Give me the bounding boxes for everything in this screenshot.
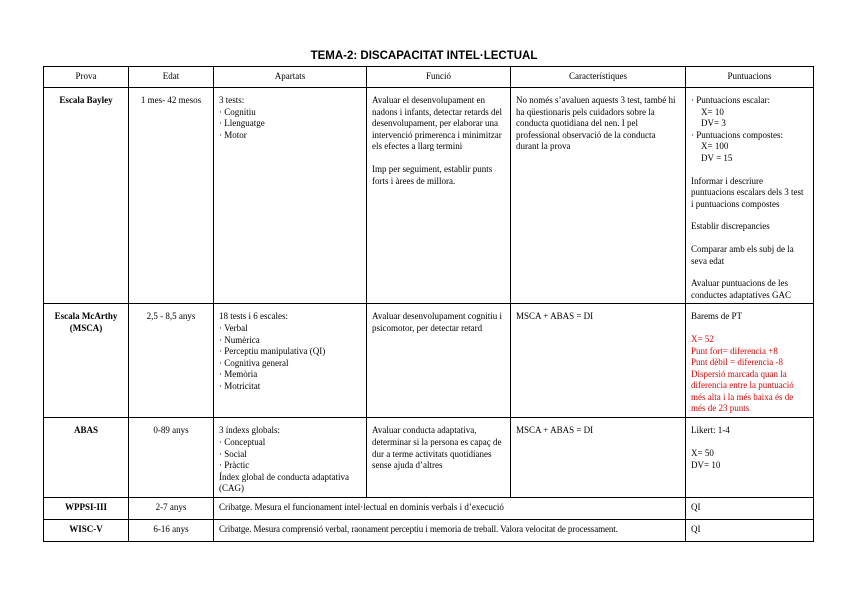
- puntuacio-item: X= 10: [701, 106, 724, 117]
- header-apartats: Apartats: [214, 67, 367, 88]
- caracteristiques-cell: MSCA + ABAS = DI: [511, 304, 686, 418]
- puntuacio-item: DV = 15: [701, 152, 733, 163]
- apartat-item: · Llenguatge: [219, 118, 265, 129]
- apartat-item: · Verbal: [219, 322, 248, 333]
- apartat-item: 3 índexs globals:: [219, 425, 280, 436]
- page-title: TEMA-2: DISCAPACITAT INTEL·LECTUAL: [310, 50, 538, 62]
- apartat-item: Índex global de conducta adaptativa (CAG): [219, 471, 349, 494]
- prova-cell: Escala McArthy (MSCA): [44, 304, 129, 418]
- table-row: [44, 88, 814, 304]
- prova-cell: WPPSI-III: [44, 498, 129, 520]
- apartat-item: · Numèrica: [219, 334, 260, 345]
- table-row: [44, 418, 814, 498]
- puntuacions-cell: [686, 418, 814, 498]
- caracteristiques-cell: No només s’avaluen aquests 3 test, també hi ha qüestionaris pels cuidadors sobre la conducta quotidiana del nen. I pel professional observació de la conducta durant la prova: [511, 88, 686, 304]
- table-row: [44, 498, 814, 520]
- puntuacio-item: · Puntuacions compostes:: [691, 129, 783, 140]
- apartat-item: · Conceptual: [219, 436, 266, 447]
- apartat-item: 3 tests:: [219, 95, 245, 105]
- funcio-cell: Avaluar conducta adaptativa, determinar si la persona es capaç de dur a terme activitats quotidianes sense ajuda d’altres: [367, 418, 511, 498]
- puntuacions-cell: [686, 304, 814, 418]
- puntuacions-cell: QI: [686, 520, 814, 542]
- table-row: [44, 304, 814, 418]
- puntuacio-item: DV= 10: [691, 459, 721, 470]
- prova-cell: Escala Bayley: [44, 88, 129, 304]
- puntuacio-item: Comparar amb els subj de la seva edat: [691, 243, 794, 266]
- prova-cell: WISC-V: [44, 520, 129, 542]
- prova-cell: ABAS: [44, 418, 129, 498]
- tests-table: [43, 66, 814, 542]
- funcio-text: Avaluar el desenvolupament en nadons i infants, detectar retards del desenvolupament, per elaborar una intervenció primerenca i minimitzar els efectes a llarg termini: [372, 95, 502, 152]
- apartats-cell: [214, 304, 367, 418]
- puntuacio-item: X= 50: [691, 447, 714, 458]
- puntuacio-item: Dispersió marcada quan la diferencia entre la puntuació més alta i la més baixa és de més de 23 punts: [691, 368, 794, 414]
- edat-cell: 2-7 anys: [129, 498, 214, 520]
- apartat-item: · Motricitat: [219, 380, 261, 391]
- apartats-cell: [214, 418, 367, 498]
- descripcio-cell: Cribatge. Mesura el funcionament intel·lectual en dominis verbals i d’execució: [214, 498, 686, 520]
- edat-cell: 0-89 anys: [129, 418, 214, 498]
- puntuacio-item: Informar i descriure puntuacions escalars dels 3 test i puntuacions compostes: [691, 175, 804, 209]
- funcio-cell: Avaluar desenvolupament cognitiu i psicomotor, per detectar retard: [367, 304, 511, 418]
- puntuacions-cell: QI: [686, 498, 814, 520]
- apartat-item: · Social: [219, 448, 247, 459]
- puntuacio-item: DV= 3: [701, 118, 726, 129]
- puntuacio-item: Establir discrepancies: [691, 221, 770, 232]
- header-prova: Prova: [44, 67, 129, 88]
- puntuacions-cell: [686, 88, 814, 304]
- header-puntuacions: Puntuacions: [686, 67, 814, 88]
- puntuacio-item: Avaluar puntuacions de les conductes adaptatives GAC: [691, 278, 791, 300]
- puntuacio-item: X= 52: [691, 333, 714, 344]
- caracteristiques-cell: MSCA + ABAS = DI: [511, 418, 686, 498]
- puntuacio-item: · Puntuacions escalar:: [691, 95, 770, 105]
- edat-cell: 6-16 anys: [129, 520, 214, 542]
- header-edat: Edat: [129, 67, 214, 88]
- puntuacio-item: Barems de PT: [691, 311, 742, 322]
- puntuacio-item: Likert: 1-4: [691, 425, 730, 436]
- table-row: [44, 520, 814, 542]
- funcio-cell: [367, 88, 511, 304]
- puntuacio-item: Punt fort= diferencia +8: [691, 345, 778, 356]
- apartat-item: 18 tests i 6 escales:: [219, 311, 288, 322]
- header-row: [44, 67, 814, 88]
- puntuacio-item: X= 100: [701, 141, 729, 152]
- puntuacio-item: Punt dèbil = diferencia -8: [691, 357, 784, 368]
- apartats-cell: [214, 88, 367, 304]
- header-caracteristiques: Característiques: [511, 67, 686, 88]
- apartat-item: · Cognitiva general: [219, 357, 289, 368]
- apartat-item: · Cognitiu: [219, 106, 256, 117]
- apartat-item: · Memòria: [219, 369, 258, 380]
- descripcio-cell: Cribatge. Mesura comprensió verbal, raonament perceptiu i memoria de treball. Valora velocitat de processament.: [214, 520, 686, 542]
- apartat-item: · Perceptiu manipulativa (QI): [219, 346, 326, 357]
- edat-cell: 2,5 - 8,5 anys: [129, 304, 214, 418]
- edat-cell: 1 mes- 42 mesos: [129, 88, 214, 304]
- funcio-text: Imp per seguiment, establir punts forts i àrees de millora.: [372, 163, 493, 186]
- apartat-item: · Pràctic: [219, 460, 250, 471]
- apartat-item: · Motor: [219, 129, 247, 140]
- header-funcio: Funció: [367, 67, 511, 88]
